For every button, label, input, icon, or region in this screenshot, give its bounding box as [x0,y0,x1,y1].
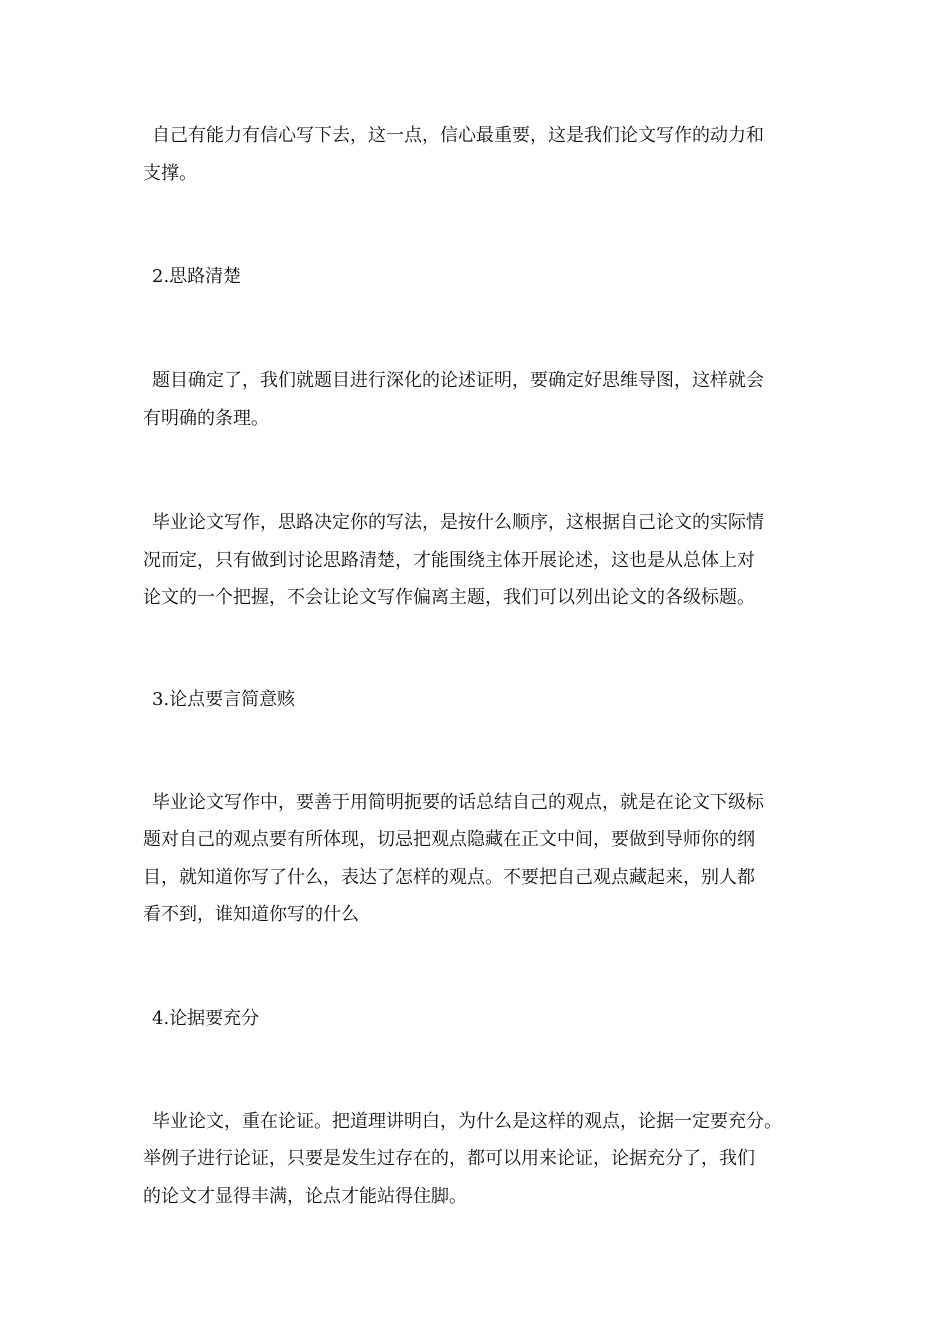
paragraph-line: 有明确的条理。 [143,408,269,429]
section-heading: 2.思路清楚 [152,266,242,287]
paragraph-line: 毕业论文写作，思路决定你的写法，是按什么顺序，这根据自己论文的实际情 [152,512,764,533]
section-heading: 4.论据要充分 [152,1008,260,1029]
paragraph-line: 支撑。 [143,163,197,184]
paragraph-line: 毕业论文写作中，要善于用简明扼要的话总结自己的观点，就是在论文下级标 [152,792,764,813]
paragraph-line: 毕业论文，重在论证。把道理讲明白，为什么是这样的观点，论据一定要充分。 [152,1111,782,1132]
paragraph-line: 自己有能力有信心写下去，这一点，信心最重要，这是我们论文写作的动力和 [152,125,764,146]
paragraph-line: 的论文才显得丰满，论点才能站得住脚。 [143,1186,467,1207]
paragraph-line: 况而定，只有做到讨论思路清楚，才能围绕主体开展论述，这也是从总体上对 [143,550,755,571]
paragraph-line: 目，就知道你写了什么，表达了怎样的观点。不要把自己观点藏起来，别人都 [143,867,755,888]
paragraph-line: 题对自己的观点要有所体现，切忌把观点隐藏在正文中间，要做到导师你的纲 [143,829,755,850]
paragraph-line: 论文的一个把握，不会让论文写作偏离主题，我们可以列出论文的各级标题。 [143,587,755,608]
paragraph-line: 看不到，谁知道你写的什么 [143,904,359,925]
paragraph-line: 举例子进行论证，只要是发生过存在的，都可以用来论证，论据充分了，我们 [143,1148,755,1169]
paragraph-line: 题目确定了，我们就题目进行深化的论述证明，要确定好思维导图，这样就会 [152,370,764,391]
section-heading: 3.论点要言简意赅 [152,689,296,710]
